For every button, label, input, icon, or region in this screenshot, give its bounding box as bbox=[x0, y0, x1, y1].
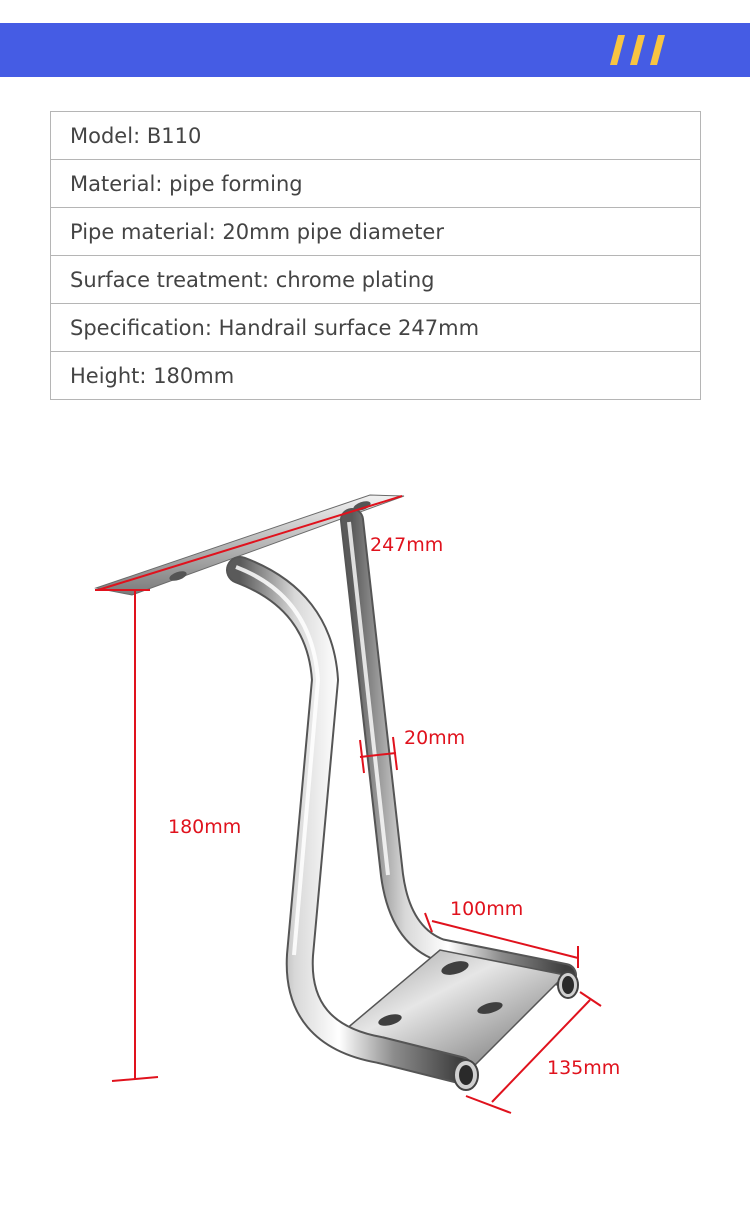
spec-key: Height bbox=[70, 363, 140, 388]
spec-table bbox=[50, 111, 701, 400]
spec-value: chrome plating bbox=[275, 267, 435, 292]
spec-key: Model bbox=[70, 123, 134, 148]
header-banner bbox=[0, 23, 750, 77]
spec-key: Surface treatment bbox=[70, 267, 263, 292]
spec-key: Specification bbox=[70, 315, 205, 340]
spec-value: 180mm bbox=[153, 363, 235, 388]
dimension-label-handrail: 247mm bbox=[370, 534, 444, 556]
spec-value: B110 bbox=[146, 123, 202, 148]
spec-value: 20mm pipe diameter bbox=[222, 219, 444, 244]
spec-value: Handrail surface 247mm bbox=[218, 315, 480, 340]
triple-slash-icon bbox=[600, 23, 750, 77]
spec-row-model: Model : B110 bbox=[51, 112, 700, 160]
spec-key: Material bbox=[70, 171, 156, 196]
dimension-label-base-length: 100mm bbox=[450, 898, 524, 920]
spec-row-pipe-material: Pipe material : 20mm pipe diameter bbox=[51, 208, 700, 256]
spec-key: Pipe material bbox=[70, 219, 209, 244]
dimension-label-pipe: 20mm bbox=[404, 727, 466, 749]
spec-row-surface-treatment: Surface treatment : chrome plating bbox=[51, 256, 700, 304]
product-figure bbox=[0, 430, 750, 1223]
spec-value: pipe forming bbox=[169, 171, 303, 196]
dimension-label-height: 180mm bbox=[168, 816, 242, 838]
spec-row-height: Height : 180mm bbox=[51, 352, 700, 400]
dimension-label-base-width: 135mm bbox=[547, 1057, 621, 1079]
spec-row-material: Material : pipe forming bbox=[51, 160, 700, 208]
spec-row-specification: Specification : Handrail surface 247mm bbox=[51, 304, 700, 352]
